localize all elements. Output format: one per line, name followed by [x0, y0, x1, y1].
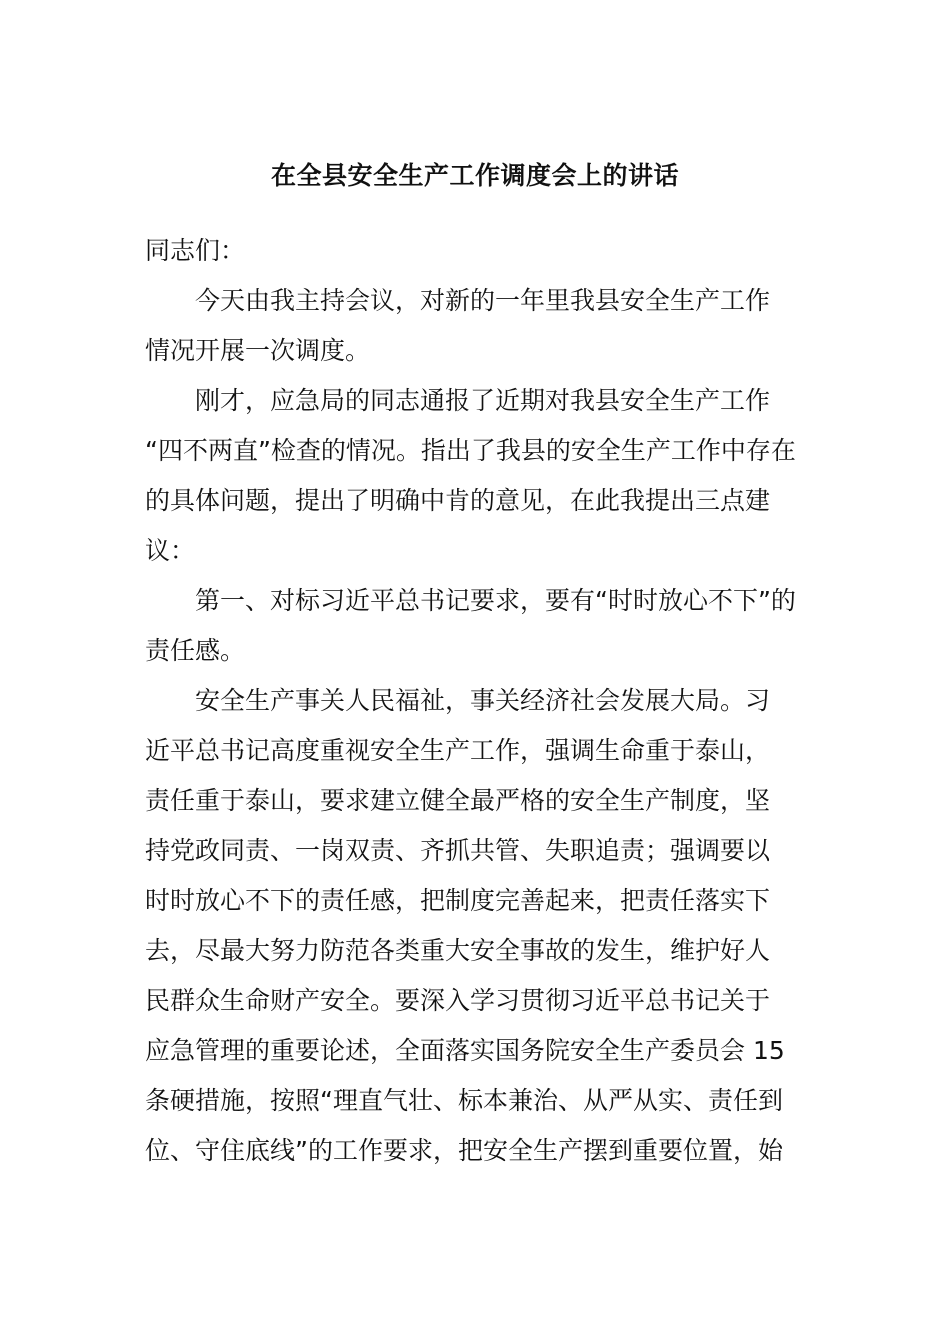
salutation: 同志们： — [145, 236, 246, 265]
paragraph-3-heading — [145, 576, 805, 676]
paragraph-line: 安全生产事关人民福祉，事关经济社会发展大局。习 — [195, 686, 771, 715]
paragraph-line: 刚才，应急局的同志通报了近期对我县安全生产工作 — [195, 386, 771, 415]
paragraph-1 — [145, 276, 805, 376]
paragraph-line: 责任重于泰山，要求建立健全最严格的安全生产制度，坚 — [145, 786, 771, 815]
paragraph-line: 位、守住底线”的工作要求，把安全生产摆到重要位置，始 — [145, 1136, 783, 1165]
paragraph-line: 情况开展一次调度。 — [145, 336, 371, 365]
paragraph-line: 责任感。 — [145, 636, 246, 665]
paragraph-2 — [145, 376, 805, 576]
paragraph-line: 条硬措施，按照“理直气壮、标本兼治、从严从实、责任到 — [145, 1086, 783, 1115]
paragraph-line: 近平总书记高度重视安全生产工作，强调生命重于泰山， — [145, 736, 771, 765]
paragraph-line: 议： — [145, 536, 196, 565]
paragraph-line: 时时放心不下的责任感，把制度完善起来，把责任落实下 — [145, 886, 771, 915]
paragraph-line: 第一、对标习近平总书记要求，要有“时时放心不下”的 — [195, 586, 796, 615]
paragraph-line: 应急管理的重要论述，全面落实国务院安全生产委员会 15 — [145, 1036, 785, 1065]
paragraph-line: 去，尽最大努力防范各类重大安全事故的发生，维护好人 — [145, 936, 771, 965]
paragraph-line: 今天由我主持会议，对新的一年里我县安全生产工作 — [195, 286, 771, 315]
paragraph-line: 的具体问题，提出了明确中肯的意见，在此我提出三点建 — [145, 486, 771, 515]
paragraph-4 — [145, 676, 805, 1176]
document-title: 在全县安全生产工作调度会上的讲话 — [270, 161, 679, 190]
paragraph-line: 民群众生命财产安全。要深入学习贯彻习近平总书记关于 — [145, 986, 771, 1015]
paragraph-line: “四不两直”检查的情况。指出了我县的安全生产工作中存在 — [145, 436, 796, 465]
paragraph-line: 持党政同责、一岗双责、齐抓共管、失职追责；强调要以 — [145, 836, 771, 865]
document-body — [145, 226, 805, 1176]
